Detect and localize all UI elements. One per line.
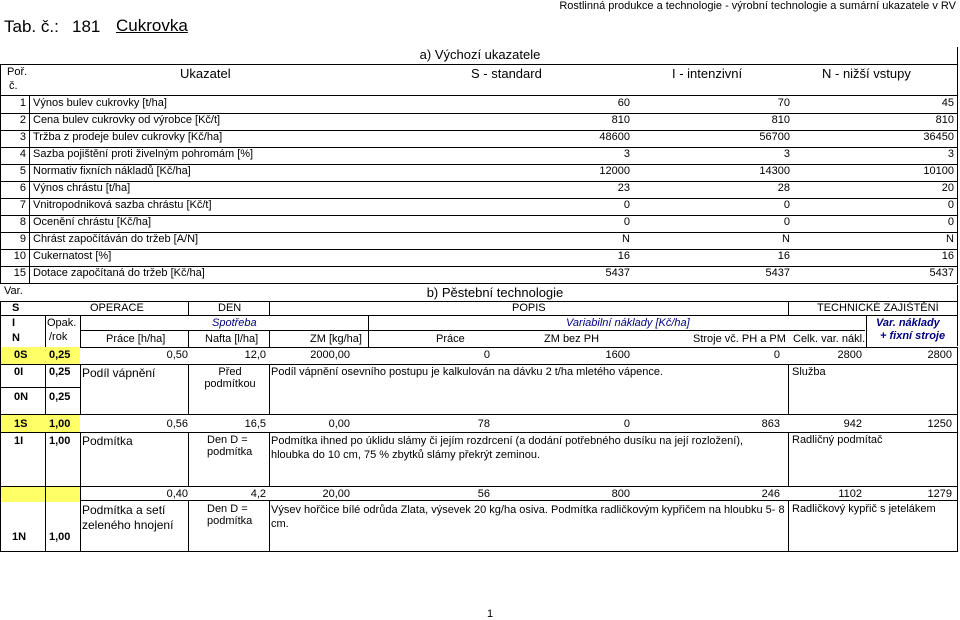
col-popis: POPIS bbox=[512, 302, 546, 314]
row-value-intenzivni: N bbox=[782, 233, 790, 245]
row-value-nizsi: N bbox=[946, 233, 954, 245]
col-spotreba: Spotřeba bbox=[212, 317, 257, 329]
row-label: Sazba pojištění proti živelným pohromám [%] bbox=[33, 148, 254, 160]
row-0i-tech: Služba bbox=[792, 366, 826, 378]
row-0n-code: 0N bbox=[14, 391, 29, 403]
row-0s-opak: 0,25 bbox=[49, 349, 71, 361]
col-rok: /rok bbox=[49, 331, 68, 343]
col-zm: ZM [kg/ha] bbox=[310, 333, 362, 345]
tab-number: 181 bbox=[72, 17, 101, 36]
row-1n-v-prace: 56 bbox=[477, 488, 490, 500]
row-value-nizsi: 810 bbox=[935, 114, 954, 126]
col-por: Poř. bbox=[7, 66, 28, 78]
row-value-nizsi: 16 bbox=[941, 250, 954, 262]
row-number: 9 bbox=[19, 233, 26, 245]
document-title: Rostlinná produkce a technologie - výrobní technologie a sumární ukazatele v RV bbox=[559, 0, 956, 12]
row-0i-popis: Podíl vápnění osevního postupu je kalkulován na dávku 2 t/ha mletého vápence. bbox=[271, 366, 663, 378]
row-1n-operace: Podmítka a setí zeleného hnojení bbox=[82, 503, 174, 532]
row-1s-opak: 1,00 bbox=[49, 418, 71, 430]
row-0s-code: 0S bbox=[14, 349, 28, 361]
row-value-standard: N bbox=[622, 233, 630, 245]
row-value-intenzivni: 0 bbox=[783, 199, 790, 211]
row-label: Výnos bulev cukrovky [t/ha] bbox=[33, 97, 167, 109]
col-variabilni: Variabilní náklady [Kč/ha] bbox=[566, 317, 690, 329]
row-1n-tech: Radličkový kypřič s jetelákem bbox=[792, 503, 936, 515]
row-1i-den: Den D = podmítka bbox=[207, 434, 253, 458]
row-0s-v-zm: 1600 bbox=[605, 349, 630, 361]
row-1n-opak: 1,00 bbox=[49, 531, 71, 543]
row-number: 15 bbox=[13, 267, 26, 279]
row-number: 6 bbox=[19, 182, 26, 194]
col-fixni: + fixní stroje bbox=[880, 330, 946, 342]
col-den: DEN bbox=[218, 302, 242, 314]
row-1s-v-total: 1250 bbox=[927, 418, 952, 430]
row-label: Chrást započítáván do tržeb [A/N] bbox=[33, 233, 199, 245]
row-1n-v-zm: 800 bbox=[611, 488, 630, 500]
row-1n-popis: Výsev hořčice bílé odrůda Zlata, výsevek 20 kg/ha osiva. Podmítka radličkovým kypřičem na hloubku 5- 8 cm. bbox=[271, 504, 785, 530]
col-nafta: Nafta [l/ha] bbox=[205, 333, 259, 345]
row-0s-zm: 2000,00 bbox=[310, 349, 350, 361]
row-value-standard: 48600 bbox=[599, 131, 630, 143]
row-value-intenzivni: 5437 bbox=[765, 267, 790, 279]
row-1s-nafta: 16,5 bbox=[244, 418, 266, 430]
var-s: S bbox=[12, 302, 20, 314]
row-value-standard: 5437 bbox=[605, 267, 630, 279]
row-value-intenzivni: 16 bbox=[777, 250, 790, 262]
row-label: Výnos chrástu [t/ha] bbox=[33, 182, 131, 194]
row-0i-code: 0I bbox=[14, 366, 24, 378]
row-number: 2 bbox=[19, 114, 26, 126]
var-i: I bbox=[12, 317, 16, 329]
row-value-nizsi: 3 bbox=[947, 148, 954, 160]
row-value-intenzivni: 14300 bbox=[759, 165, 790, 177]
row-label: Vnitropodniková sazba chrástu [Kč/t] bbox=[33, 199, 212, 211]
row-1i-popis: Podmítka ihned po úklidu slámy či jejím rozdrcení (a dodání potřebného dusíku na její rozložení), hloubka do 10 cm, 75 % zbytků slámy překrýt zeminou. bbox=[271, 435, 744, 461]
row-number: 10 bbox=[13, 250, 26, 262]
row-number: 3 bbox=[19, 131, 26, 143]
row-value-standard: 16 bbox=[617, 250, 630, 262]
col-prace-h: Práce [h/ha] bbox=[106, 333, 166, 345]
row-0s-v-total: 2800 bbox=[927, 349, 952, 361]
row-number: 1 bbox=[19, 97, 26, 109]
row-1n-zm: 20,00 bbox=[322, 488, 350, 500]
row-0i-den: Před podmítkou bbox=[204, 366, 256, 390]
row-1s-zm: 0,00 bbox=[328, 418, 350, 430]
page-number: 1 bbox=[487, 608, 494, 620]
row-label: Cena bulev cukrovky od výrobce [Kč/t] bbox=[33, 114, 221, 126]
row-value-standard: 23 bbox=[617, 182, 630, 194]
row-number: 5 bbox=[19, 165, 26, 177]
row-1i-operace: Podmítka bbox=[82, 434, 133, 448]
row-0i-operace: Podíl vápnění bbox=[82, 366, 156, 380]
row-label: Normativ fixních nákladů [Kč/ha] bbox=[33, 165, 191, 177]
col-intenzivni: I - intenzivní bbox=[672, 66, 743, 81]
row-value-nizsi: 5437 bbox=[929, 267, 954, 279]
col-zm-bez: ZM bez PH bbox=[544, 333, 600, 345]
row-1s-v-celk: 942 bbox=[843, 418, 862, 430]
row-value-intenzivni: 28 bbox=[777, 182, 790, 194]
var-n: N bbox=[12, 332, 20, 344]
row-value-standard: 60 bbox=[617, 97, 630, 109]
row-value-intenzivni: 3 bbox=[783, 148, 790, 160]
row-0s-prace: 0,50 bbox=[166, 349, 188, 361]
row-1n-den: Den D = podmítka bbox=[207, 503, 253, 527]
row-value-intenzivni: 810 bbox=[771, 114, 790, 126]
row-1s-v-prace: 78 bbox=[477, 418, 490, 430]
row-value-nizsi: 10100 bbox=[923, 165, 954, 177]
row-1n-v-total: 1279 bbox=[927, 488, 952, 500]
row-value-standard: 0 bbox=[623, 216, 630, 228]
col-stroje: Stroje vč. PH a PM bbox=[693, 333, 786, 345]
row-value-nizsi: 0 bbox=[947, 199, 954, 211]
row-value-intenzivni: 56700 bbox=[759, 131, 790, 143]
row-1n-code: 1N bbox=[12, 531, 27, 543]
row-value-standard: 12000 bbox=[599, 165, 630, 177]
row-1s-v-zm: 0 bbox=[623, 418, 630, 430]
row-value-nizsi: 0 bbox=[947, 216, 954, 228]
tab-label: Tab. č.: bbox=[4, 17, 59, 36]
row-label: Tržba z prodeje bulev cukrovky [Kč/ha] bbox=[33, 131, 223, 143]
section-a-title: a) Výchozí ukazatele bbox=[419, 47, 541, 62]
row-0s-nafta: 12,0 bbox=[244, 349, 266, 361]
row-1s-prace: 0,56 bbox=[166, 418, 188, 430]
row-value-nizsi: 45 bbox=[941, 97, 954, 109]
col-technicke: TECHNICKÉ ZAJIŠTĚNÍ bbox=[817, 302, 939, 314]
col-celk: Celk. var. nákl. bbox=[793, 333, 866, 345]
row-label: Cukernatost [%] bbox=[33, 250, 112, 262]
col-standard: S - standard bbox=[471, 66, 542, 81]
row-1s-v-stroje: 863 bbox=[761, 418, 780, 430]
row-value-nizsi: 36450 bbox=[923, 131, 954, 143]
row-0i-opak: 0,25 bbox=[49, 366, 71, 378]
col-opak: Opak. bbox=[47, 317, 77, 329]
col-ukazatel: Ukazatel bbox=[180, 66, 231, 81]
row-0s-v-celk: 2800 bbox=[837, 349, 862, 361]
col-nizsi: N - nižší vstupy bbox=[822, 66, 911, 81]
row-value-intenzivni: 0 bbox=[783, 216, 790, 228]
row-value-standard: 0 bbox=[623, 199, 630, 211]
row-1s-code: 1S bbox=[14, 418, 28, 430]
row-1n-prace: 0,40 bbox=[166, 488, 188, 500]
var-label: Var. bbox=[4, 285, 23, 297]
row-value-nizsi: 20 bbox=[941, 182, 954, 194]
crop-name: Cukrovka bbox=[116, 16, 188, 35]
row-1i-opak: 1,00 bbox=[49, 435, 71, 447]
row-1i-code: 1I bbox=[14, 435, 24, 447]
row-1n-nafta: 4,2 bbox=[250, 488, 266, 500]
row-0s-v-prace: 0 bbox=[483, 349, 490, 361]
row-number: 7 bbox=[19, 199, 26, 211]
col-prace: Práce bbox=[436, 333, 465, 345]
row-1i-tech: Radličný podmítač bbox=[792, 434, 883, 446]
col-var-naklady: Var. náklady bbox=[876, 317, 940, 329]
col-operace: OPERACE bbox=[90, 302, 144, 314]
section-b-title: b) Pěstební technologie bbox=[426, 285, 564, 300]
row-number: 8 bbox=[19, 216, 26, 228]
row-label: Ocenění chrástu [Kč/ha] bbox=[33, 216, 152, 228]
row-label: Dotace započítaná do tržeb [Kč/ha] bbox=[33, 267, 205, 279]
row-value-standard: 810 bbox=[611, 114, 630, 126]
col-c: č. bbox=[9, 80, 18, 92]
row-number: 4 bbox=[19, 148, 26, 160]
row-value-intenzivni: 70 bbox=[777, 97, 790, 109]
row-1n-v-stroje: 246 bbox=[761, 488, 780, 500]
row-0s-v-stroje: 0 bbox=[773, 349, 780, 361]
row-1n-v-celk: 1102 bbox=[838, 488, 862, 500]
row-value-standard: 3 bbox=[623, 148, 630, 160]
row-0n-opak: 0,25 bbox=[49, 391, 71, 403]
